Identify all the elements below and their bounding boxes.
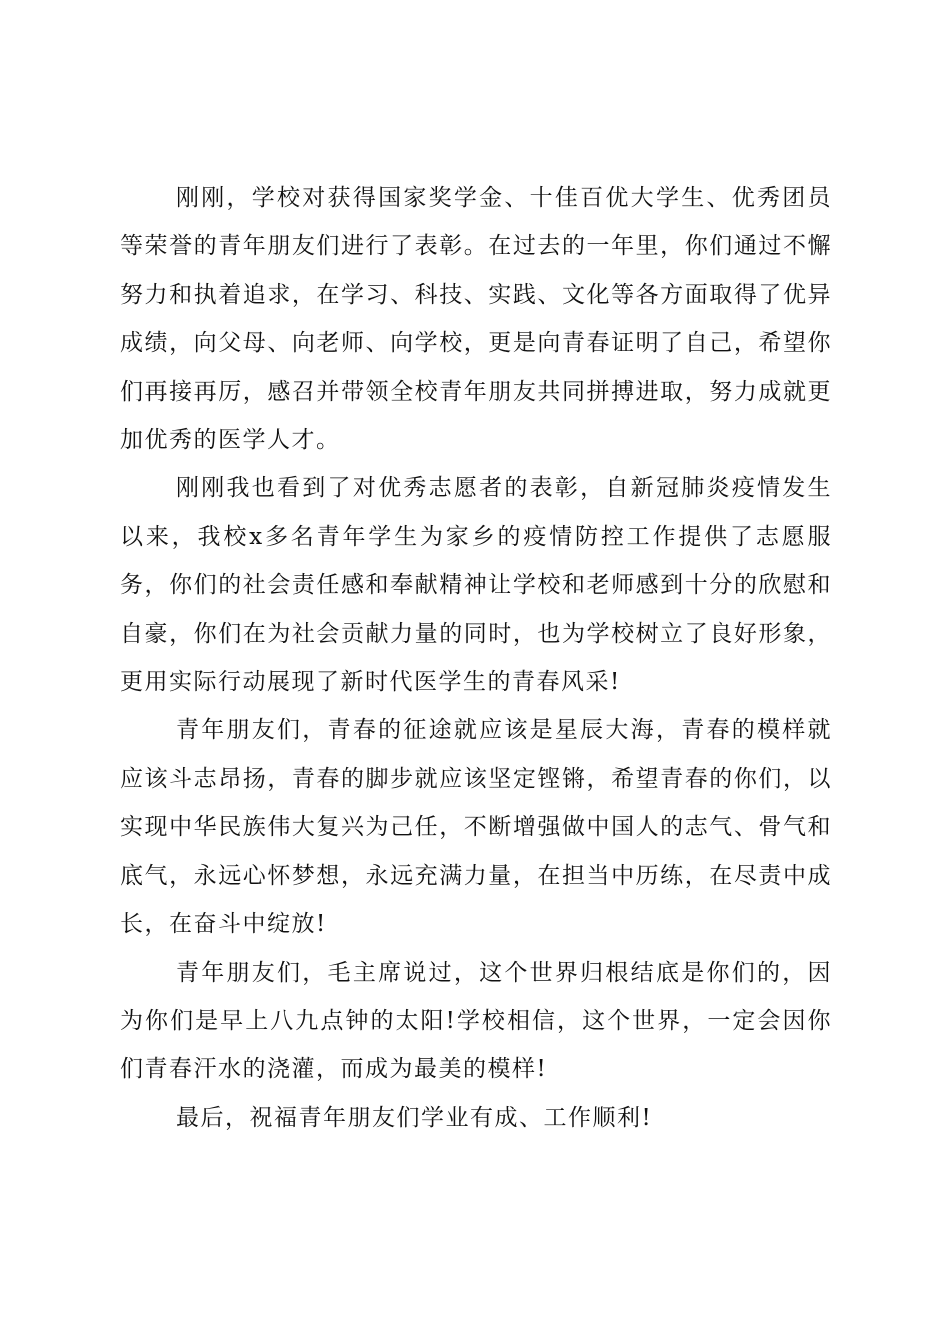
document-body (120, 174, 832, 1142)
paragraph-closing-wishes: 最后，祝福青年朋友们学业有成、工作顺利! (176, 1104, 653, 1131)
paragraph-chairman-quote: 青年朋友们，毛主席说过，这个世界归根结底是你们的，因为你们是早上八九点钟的太阳!学校相信，这个世界，一定会因你们青春汗水的浇灌，而成为最美的模样! (120, 959, 832, 1083)
paragraph-volunteers: 刚刚我也看到了对优秀志愿者的表彰，自新冠肺炎疫情发生以来，我校x多名青年学生为家乡的疫情防控工作提供了志愿服务，你们的社会责任感和奉献精神让学校和老师感到十分的欣慰和自豪，你们在为社会贡献力量的同时，也为学校树立了良好形象，更用实际行动展现了新时代医学生的青春风采! (120, 475, 832, 696)
paragraph-youth-mission: 青年朋友们，青春的征途就应该是星辰大海，青春的模样就应该斗志昂扬，青春的脚步就应该坚定铿锵，希望青春的你们，以实现中华民族伟大复兴为己任，不断增强做中国人的志气、骨气和底气，永远心怀梦想，永远充满力量，在担当中历练，在尽责中成长，在奋斗中绽放! (120, 717, 832, 938)
paragraph-commendation: 刚刚，学校对获得国家奖学金、十佳百优大学生、优秀团员等荣誉的青年朋友们进行了表彰。在过去的一年里，你们通过不懈努力和执着追求，在学习、科技、实践、文化等各方面取得了优异成绩，向父母、向老师、向学校，更是向青春证明了自己，希望你们再接再厉，感召并带领全校青年朋友共同拼搏进取，努力成就更加优秀的医学人才。 (120, 185, 832, 454)
